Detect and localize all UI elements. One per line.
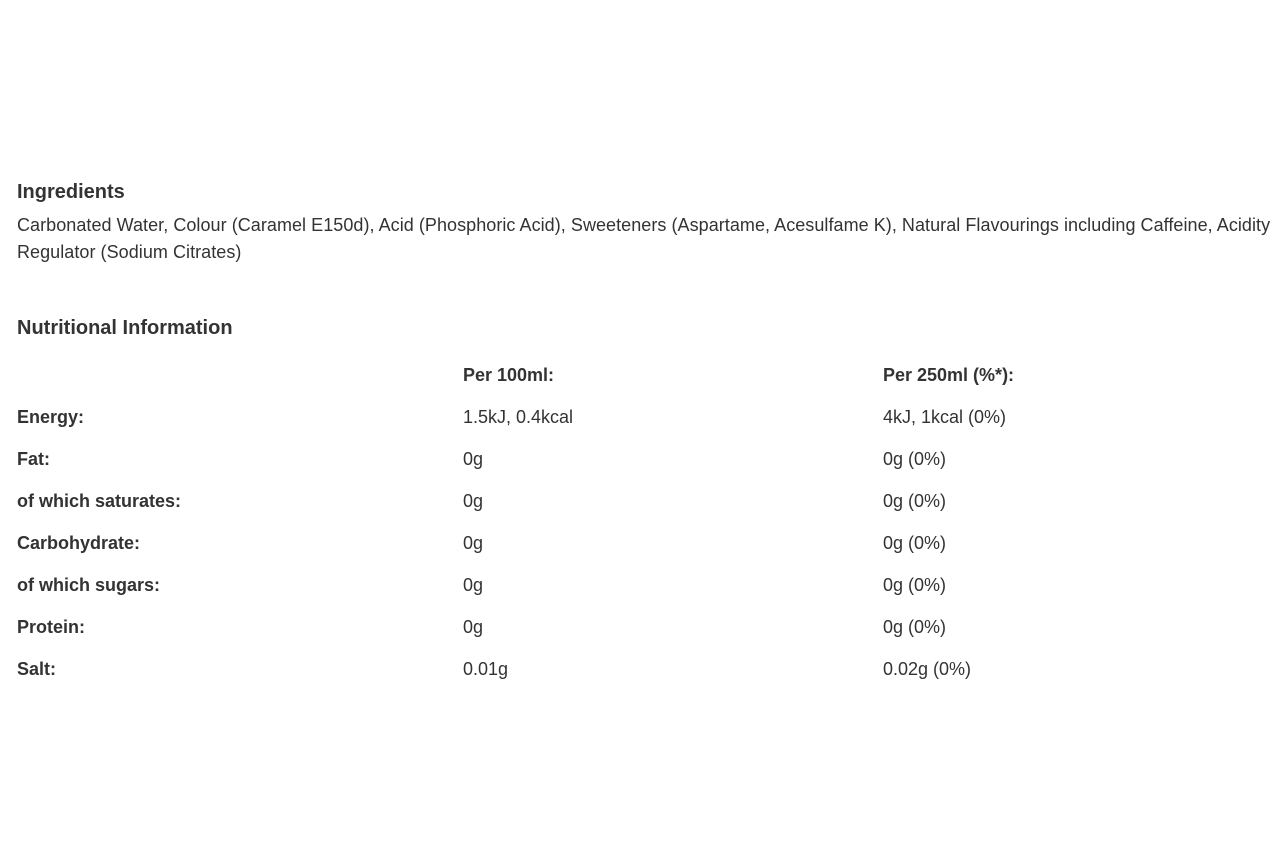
row-per-250ml: 0g (0%) [883,616,947,637]
row-label: Protein: [17,616,86,637]
header-label [17,354,463,396]
row-per-250ml: 0g (0%) [883,448,947,469]
row-per-100ml: 0g [463,616,484,637]
table-row [17,564,1263,606]
row-per-250ml: 0g (0%) [883,574,947,595]
header-per-100ml: Per 100ml: [463,364,555,385]
table-row [17,648,1263,690]
nutrition-title: Nutritional Information [17,317,233,339]
table-row [17,606,1263,648]
nutrition-table [17,354,1263,690]
nutrition-header-row [17,354,1263,396]
ingredients-title: Ingredients [17,181,125,203]
table-row [17,480,1263,522]
row-per-250ml: 0g (0%) [883,490,947,511]
table-row [17,396,1263,438]
row-label: Carbohydrate: [17,532,141,553]
row-label: Energy: [17,406,85,427]
row-per-100ml: 0g [463,490,484,511]
table-row [17,438,1263,480]
row-label: Fat: [17,448,50,469]
row-label: of which sugars: [17,574,161,595]
product-info [17,178,1272,690]
row-per-250ml: 0g (0%) [883,532,947,553]
row-per-100ml: 0g [463,448,484,469]
row-per-250ml: 4kJ, 1kcal (0%) [883,406,1007,427]
row-per-100ml: 0g [463,574,484,595]
ingredients-text: Carbonated Water, Colour (Caramel E150d), Acid (Phosphoric Acid), Sweeteners (Aspartame, Acesulfame K), Natural Flavourings including Caffeine, Acidity Regulator (Sodium Citrates) [17,215,1271,262]
row-per-100ml: 0.01g [463,658,509,679]
row-per-250ml: 0.02g (0%) [883,658,972,679]
row-per-100ml: 0g [463,532,484,553]
header-per-250ml: Per 250ml (%*): [883,364,1015,385]
table-row [17,522,1263,564]
row-label: Salt: [17,658,57,679]
row-label: of which saturates: [17,490,182,511]
row-per-100ml: 1.5kJ, 0.4kcal [463,406,574,427]
